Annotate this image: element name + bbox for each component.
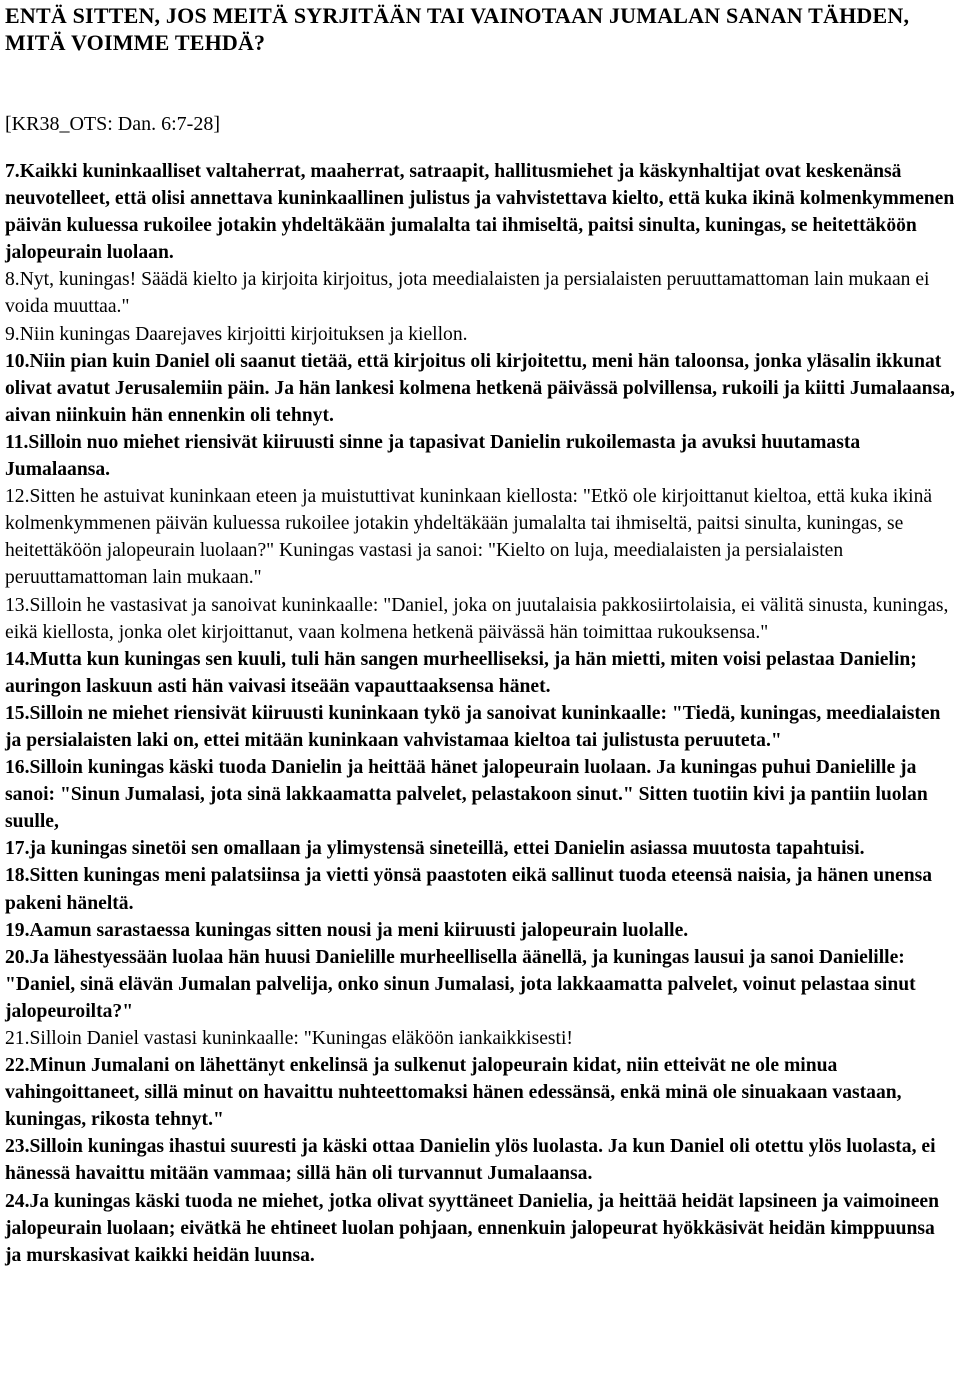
verse xyxy=(5,1052,955,1133)
verse-number: 9. xyxy=(5,323,20,345)
verse-text: Silloin Daniel vastasi kuninkaalle: "Kuningas eläköön iankaikkisesti! xyxy=(29,1028,573,1049)
verse-text: Sitten kuningas meni palatsiinsa ja vietti yönsä paastoten eikä sallinut tuoda eteensä naisia, ja hänen unensa pakeni häneltä. xyxy=(5,865,933,914)
verse-text: Ja kuningas käski tuoda ne miehet, jotka olivat syyttäneet Danielia, ja heittää heidät lapsineen ja vaimoineen jalopeurain luolaan; eivätkä he ehtineet luolan pohjaan, ennenkuin jalopeurat hyökkäsivät heidän kimppuunsa ja murskasivat kaikki heidän luunsa. xyxy=(5,1190,940,1266)
verse-number: 21. xyxy=(5,1028,30,1049)
verse-text: Mutta kun kuningas sen kuuli, tuli hän sangen murheelliseksi, ja hän mietti, miten voisi pelastaa Danielin; auringon laskuun asti hän vaivasi itseään vapauttaaksensa hänet. xyxy=(5,648,917,697)
verse-number: 19. xyxy=(5,919,30,941)
verse xyxy=(5,348,955,429)
verse-text: Silloin ne miehet riensivät kiiruusti kuninkaan tykö ja sanoivat kuninkaalle: "Tiedä, kuningas, meedialaisten ja persialaisten laki on, ettei mitään kuninkaan vahvistamaa kieltoa tai julistusta peruuteta." xyxy=(5,702,941,751)
verse xyxy=(5,483,955,591)
page-title: ENTÄ SITTEN, JOS MEITÄ SYRJITÄÄN TAI VAINOTAAN JUMALAN SANAN TÄHDEN, MITÄ VOIMME TEHDÄ? xyxy=(5,3,910,55)
verse-number: 24. xyxy=(5,1190,30,1212)
verse-text: Silloin kuningas käski tuoda Danielin ja heittää hänet jalopeurain luolaan. Ja kuningas puhui Danielille ja sanoi: "Sinun Jumalasi, jota sinä lakkaamatta palvelet, pelastakoon sinut." Sitten tuotiin kivi ja pantiin luolan suulle, xyxy=(5,757,928,833)
verse-number: 13. xyxy=(5,594,30,616)
verse xyxy=(5,266,955,320)
verse-number: 8. xyxy=(5,269,20,291)
verse-text: Sitten he astuivat kuninkaan eteen ja muistuttivat kuninkaan kiellosta: "Etkö ole kirjoittanut kieltoa, että kuka ikinä kolmenkymmenen päivän kuluessa rukoilee jotakin yhdeltäkään jumalalta tai ihmiseltä, paitsi sinulta, kuningas, se heitettäköön jalopeurain luolaan?" Kuningas vastasi ja sanoi: "Kielto on luja, meedialaisten ja persialaisten peruuttamattoman lain mukaan." xyxy=(5,486,933,589)
verse-text: Aamun sarastaessa kuningas sitten nousi ja meni kiiruusti jalopeurain luolalle. xyxy=(29,919,689,941)
verse-number: 18. xyxy=(5,865,30,887)
verse-text: Säädä kielto ja kirjoita kirjoitus, jota meedialaisten ja persialaisten peruuttamattoman lain mukaan ei voida muuttaa." xyxy=(5,269,930,318)
verse-number: 16. xyxy=(5,757,30,779)
verse xyxy=(5,1133,955,1187)
verse-text: Silloin he vastasivat ja sanoivat kuninkaalle: "Daniel, joka on juutalaisia pakkosiirtolaisia, ei välitä sinusta, kuningas, eikä kiellosta, jonka olet kirjoittanut, vaan kolmena hetkenä päivässä hän toimittaa rukouksensa." xyxy=(5,594,949,643)
verse-text: Kaikki kuninkaalliset valtaherrat, maaherrat, satraapit, hallitusmiehet ja käskynhaltijat ovat keskenänsä neuvotelleet, että olisi annettava kuninkaallinen julistus ja vahvistettava kielto, että kuka ikinä kolmenkymmenen päivän kuluessa rukoilee jotakin yhdeltäkään jumalalta tai ihmiseltä, paitsi sinulta, kuningas, se heitettäköön jalopeurain luolaan. xyxy=(5,161,955,264)
verse xyxy=(5,429,955,483)
verse xyxy=(5,835,955,862)
verse-number: 22. xyxy=(5,1055,30,1077)
verse xyxy=(5,944,955,1025)
verse-number: 17. xyxy=(5,838,30,860)
scripture-reference: [KR38_OTS: Dan. 6:7-28] xyxy=(5,113,220,135)
verse-number: 15. xyxy=(5,702,30,724)
verse xyxy=(5,1188,955,1269)
verse xyxy=(5,862,955,916)
verse xyxy=(5,1025,955,1052)
verse-text: Minun Jumalani on lähettänyt enkelinsä ja sulkenut jalopeurain kidat, niin etteivät ne ole minua vahingoittaneet, sillä minut on havaittu nuhteettomaksi hänen edessänsä, enkä minä ole sinuakaan vastaan, kuningas, rikosta tehnyt." xyxy=(5,1055,902,1131)
verse-number: 7. xyxy=(5,161,20,182)
verse-number: 20. xyxy=(5,946,30,968)
verse-number: 23. xyxy=(5,1136,30,1158)
verse-number: 10. xyxy=(5,350,30,372)
verse-text: Ja lähestyessään luolaa hän huusi Danielille murheellisella äänellä, ja kuningas lausui ja sanoi Danielille: "Daniel, sinä elävän Jumalan palvelija, onko sinun Jumalasi, jota lakkaamatta palvelet, voinut pelastaa sinut jalopeuroilta?" xyxy=(5,946,916,1022)
verse xyxy=(5,158,955,266)
verse-text: ja kuningas sinetöi sen omallaan ja ylimystensä sineteillä, ettei Danielin asiassa muutosta tapahtuisi. xyxy=(29,838,865,860)
verse xyxy=(5,592,955,646)
verse-text: Niin kuningas Daarejaves kirjoitti kirjoituksen ja kiellon. xyxy=(19,323,468,345)
verse-text: Nyt, kuningas! xyxy=(19,269,137,291)
verse-list xyxy=(5,158,955,1269)
verse xyxy=(5,700,955,754)
verse xyxy=(5,321,955,348)
verse xyxy=(5,917,955,944)
verse-number: 12. xyxy=(5,486,30,508)
verse-text: Silloin nuo miehet riensivät kiiruusti sinne ja tapasivat Danielin rukoilemasta ja avuksi huutamasta Jumalaansa. xyxy=(5,431,861,481)
verse-text: Silloin kuningas ihastui suuresti ja käski ottaa Danielin ylös luolasta. Ja kun Daniel oli otettu ylös luolasta, ei hänessä havaittu mitään vammaa; sillä hän oli turvannut Jumalaansa. xyxy=(5,1136,936,1185)
verse-number: 14. xyxy=(5,648,30,670)
verse-number: 11. xyxy=(5,431,29,453)
verse xyxy=(5,754,955,835)
verse xyxy=(5,646,955,700)
verse-text: Niin pian kuin Daniel oli saanut tietää, että kirjoitus oli kirjoitettu, meni hän taloonsa, jonka yläsalin ikkunat olivat avatut Jerusalemiin päin. Ja hän lankesi kolmena hetkenä päivässä polvillensa, rukoili ja kiitti Jumalaansa, aivan niinkuin hän ennenkin oli tehnyt. xyxy=(5,350,955,426)
